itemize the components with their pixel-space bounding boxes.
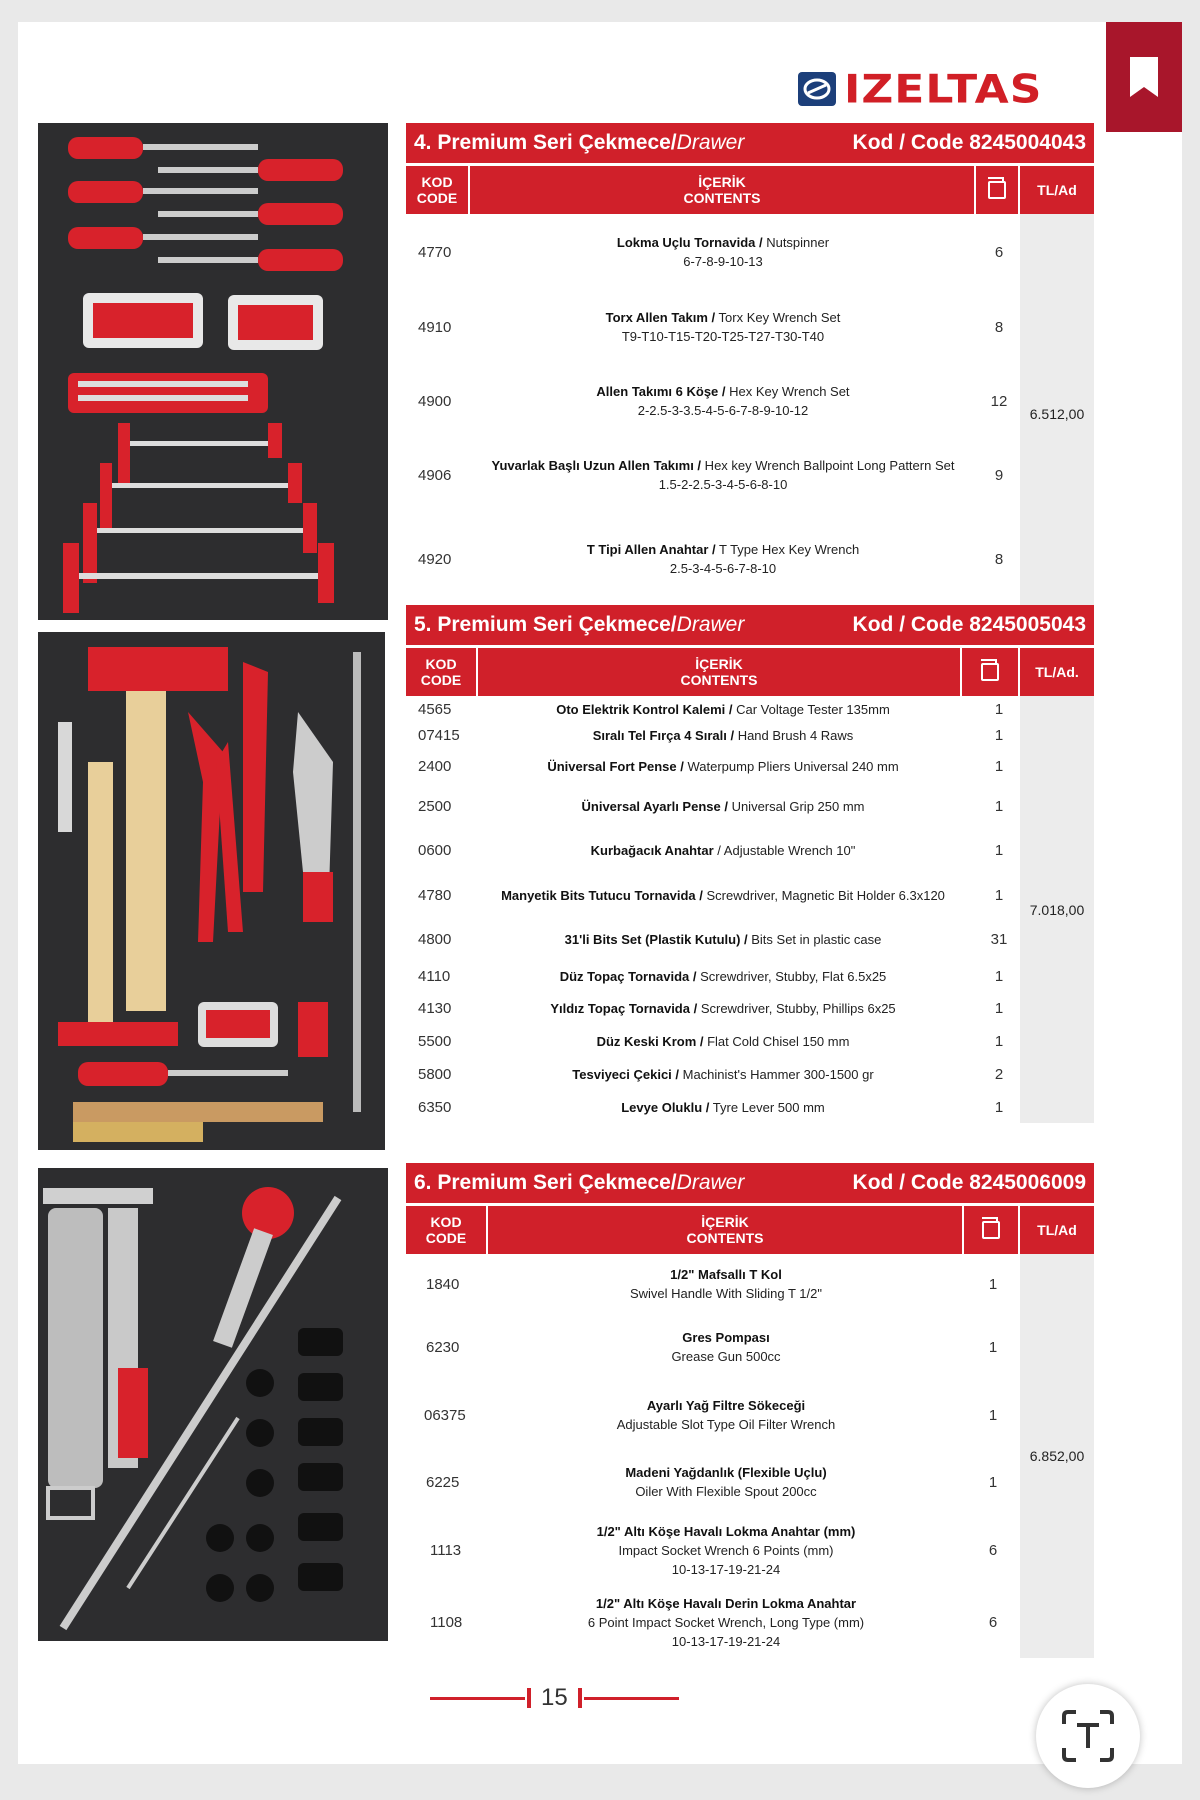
table-row: 6230 Gres Pompası Grease Gun 500cc 1 [426, 1330, 998, 1364]
box-icon [982, 1221, 1000, 1239]
section-title-en: Drawer [676, 1171, 745, 1194]
header-price: TL/Ad [1020, 1206, 1094, 1254]
table-row: 4910 Torx Allen Takım / Torx Key Wrench Set T9-T10-T15-T20-T25-T27-T30-T40 8 [418, 310, 1004, 344]
table-row: 1840 1/2" Mafsallı T Kol Swivel Handle With Sliding T 1/2" 1 [426, 1267, 998, 1301]
table-row: 2500 Üniversal Ayarlı Pense / Universal Grip 250 mm 1 [418, 797, 1004, 815]
table-row: 4906 Yuvarlak Başlı Uzun Allen Takımı / Hex key Wrench Ballpoint Long Pattern Set 1.5-2-2.5-3-4-5-6-8-10 9 [418, 458, 1004, 492]
price-cell: 6.512,00 [1020, 214, 1094, 614]
drawer-5-table [406, 605, 1094, 1123]
header-contents: İÇERİK CONTENTS [488, 1206, 962, 1254]
header-contents: İÇERİK CONTENTS [470, 166, 974, 214]
header-price: TL/Ad [1020, 166, 1094, 214]
table-row: 1113 1/2" Altı Köşe Havalı Lokma Anahtar (mm) Impact Socket Wrench 6 Points (mm) 10-13-17-19-21-24 6 [430, 1523, 998, 1577]
table-row: 06375 Ayarlı Yağ Filtre Sökeceği Adjustable Slot Type Oil Filter Wrench 1 [424, 1398, 998, 1432]
header-quantity [962, 648, 1018, 696]
table-row: 0600 Kurbağacık Anahtar / Adjustable Wrench 10" 1 [418, 841, 1004, 859]
drawer-4-photo [38, 123, 388, 620]
header-code: KOD CODE [406, 166, 468, 214]
table-row: 6225 Madeni Yağdanlık (Flexible Uçlu) Oiler With Flexible Spout 200cc 1 [426, 1465, 998, 1499]
table-row: 4770 Lokma Uçlu Tornavida / Nutspinner 6-7-8-9-10-13 6 [418, 235, 1004, 269]
table-body [406, 214, 1094, 606]
text-scan-icon [1060, 1708, 1116, 1764]
price-cell: 6.852,00 [1020, 1254, 1094, 1658]
bookmark-button[interactable] [1106, 22, 1182, 132]
tyre-lever-icon [353, 652, 361, 1112]
table-row: 5500 Düz Keski Krom / Flat Cold Chisel 150 mm 1 [418, 1033, 1004, 1050]
table-body [406, 696, 1094, 1123]
box-icon [988, 181, 1006, 199]
section-code: Kod / Code 8245005043 [852, 613, 1086, 636]
divider [430, 1697, 525, 1700]
table-row: 4110 Düz Topaç Tornavida / Screwdriver, Stubby, Flat 6.5x25 1 [418, 967, 1004, 985]
brand-name: IZELTAS [844, 66, 1043, 112]
table-row: 6350 Levye Oluklu / Tyre Lever 500 mm 1 [418, 1098, 1004, 1116]
table-row: 4780 Manyetik Bits Tutucu Tornavida / Screwdriver, Magnetic Bit Holder 6.3x120 1 [418, 886, 1004, 904]
table-row: 1108 1/2" Altı Köşe Havalı Derin Lokma Anahtar 6 Point Impact Socket Wrench, Long Type (mm) 10-13-17-19-21-24 6 [430, 1595, 998, 1649]
table-body [406, 1254, 1094, 1658]
table-header [406, 648, 1094, 696]
table-row: 07415 Sıralı Tel Fırça 4 Sıralı / Hand Brush 4 Raws 1 [418, 726, 1004, 744]
header-contents: İÇERİK CONTENTS [478, 648, 960, 696]
section-title-bar [406, 1163, 1094, 1203]
section-code: Kod / Code 8245004043 [852, 131, 1086, 154]
section-title: 5. Premium Seri Çekmece/ [414, 613, 677, 636]
header-code: KOD CODE [406, 648, 476, 696]
page-number-footer [430, 1683, 700, 1713]
divider [578, 1688, 582, 1708]
bookmark-icon [1127, 55, 1161, 99]
section-title-en: Drawer [676, 131, 745, 154]
drawer-6-photo [38, 1168, 388, 1641]
section-title-bar [406, 605, 1094, 645]
table-row: 4900 Allen Takımı 6 Köşe / Hex Key Wrench Set 2-2.5-3-3.5-4-5-6-7-8-9-10-12 12 [418, 384, 1008, 418]
header-price: TL/Ad. [1020, 648, 1094, 696]
section-title: 6. Premium Seri Çekmece/ [414, 1171, 677, 1194]
divider [527, 1688, 531, 1708]
divider [584, 1697, 679, 1700]
header-quantity [964, 1206, 1018, 1254]
table-row: 4920 T Tipi Allen Anahtar / T Type Hex Key Wrench 2.5-3-4-5-6-7-8-10 8 [418, 542, 1004, 576]
table-row: 4565 Oto Elektrik Kontrol Kalemi / Car Voltage Tester 135mm 1 [418, 700, 1004, 718]
chisel-icon [58, 722, 72, 832]
header-quantity [976, 166, 1018, 214]
section-title: 4. Premium Seri Çekmece/ [414, 131, 677, 154]
table-row: 4800 31'li Bits Set (Plastik Kutulu) / Bits Set in plastic case 31 [418, 930, 1008, 948]
text-scan-button[interactable] [1036, 1684, 1140, 1788]
table-row: 2400 Üniversal Fort Pense / Waterpump Pliers Universal 240 mm 1 [418, 757, 1004, 775]
section-title-bar [406, 123, 1094, 163]
section-code: Kod / Code 8245006009 [852, 1171, 1086, 1194]
table-row: 5800 Tesviyeci Çekici / Machinist's Hammer 300-1500 gr 2 [418, 1066, 1004, 1083]
section-title-en: Drawer [676, 613, 745, 636]
table-row: 4130 Yıldız Topaç Tornavida / Screwdriver, Stubby, Phillips 6x25 1 [418, 1000, 1004, 1017]
drawer-4-table [406, 123, 1094, 606]
page-number: 15 [541, 1684, 568, 1711]
price-cell: 7.018,00 [1020, 696, 1094, 1123]
logo-mark-icon [798, 72, 836, 106]
drawer-5-photo [38, 632, 385, 1150]
box-icon [981, 663, 999, 681]
table-header [406, 166, 1094, 214]
drawer-6-table [406, 1163, 1094, 1658]
header-code: KOD CODE [406, 1206, 486, 1254]
brand-logo [798, 66, 1042, 112]
table-header [406, 1206, 1094, 1254]
